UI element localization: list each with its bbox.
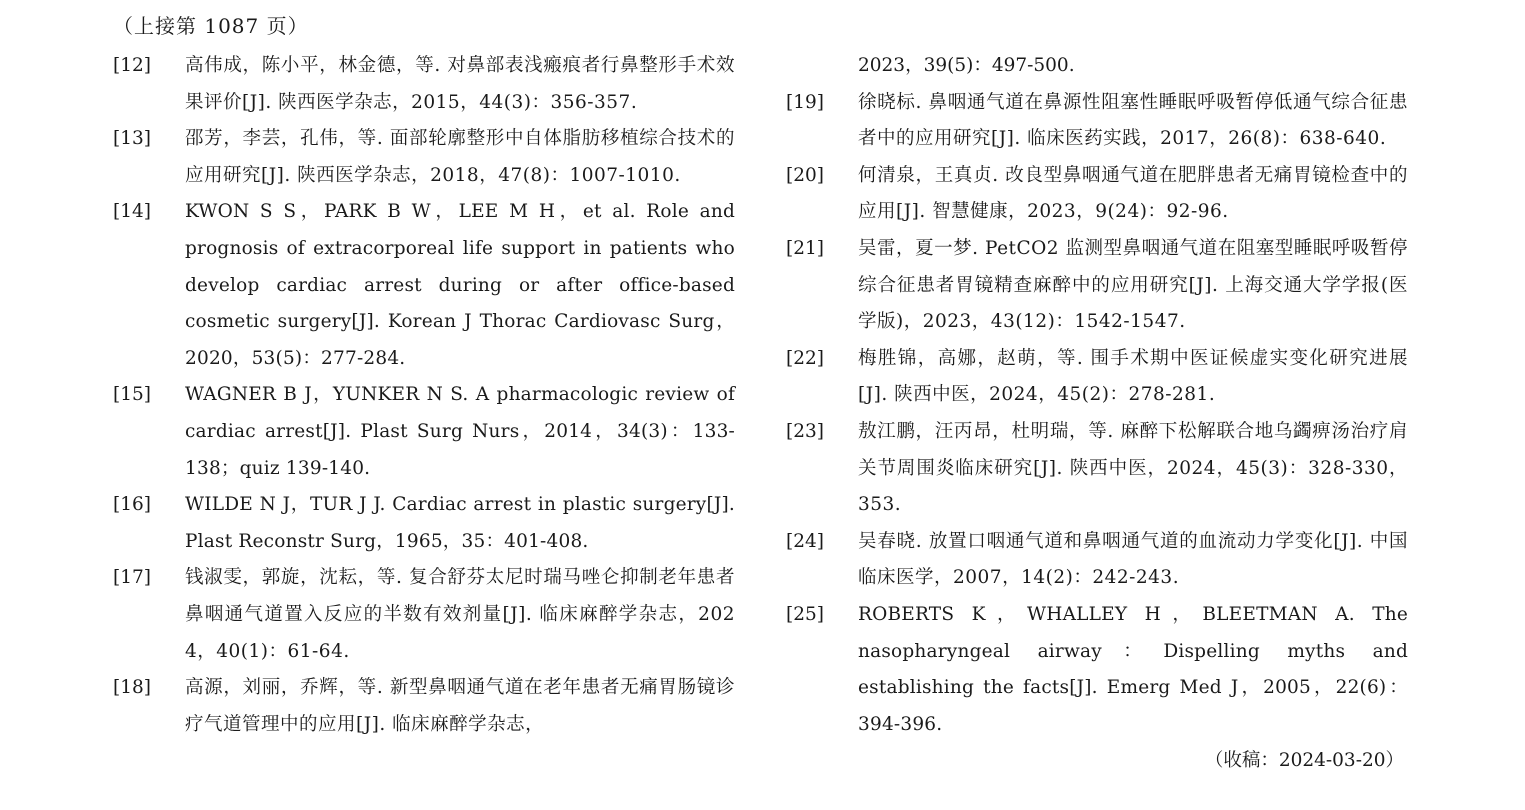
reference-item bbox=[786, 597, 1408, 743]
reference-text: 吴雷，夏一梦. PetCO2 监测型鼻咽通气道在阻塞型睡眠呼吸暂停综合征患者胃镜精查麻醉中的应用研究[J]. 上海交通大学学报(医学版)，2023，43(12)：1542-1547. bbox=[858, 237, 1408, 333]
reference-text: 梅胜锦，高娜，赵萌，等. 围手术期中医证候虚实变化研究进展[J]. 陕西中医，2024，45(2)：278-281. bbox=[858, 347, 1408, 406]
reference-item bbox=[786, 414, 1408, 524]
reference-item bbox=[786, 524, 1408, 597]
reference-number: [21] bbox=[786, 237, 824, 259]
reference-item bbox=[786, 158, 1408, 231]
reference-text: 敖江鹏，汪丙昂，杜明瑞，等. 麻醉下松解联合地乌蠲痹汤治疗肩关节周围炎临床研究[J]. 陕西中医，2024，45(3)：328-330，353. bbox=[858, 420, 1408, 516]
reference-item bbox=[113, 194, 735, 377]
reference-number: [16] bbox=[113, 494, 151, 516]
reference-number: [22] bbox=[786, 347, 824, 369]
received-date-note: （收稿：2024-03-20） bbox=[1204, 750, 1404, 772]
reference-number: [17] bbox=[113, 567, 151, 589]
reference-text: KWON S S，PARK B W，LEE M H，et al. Role and prognosis of extracorporeal life support in patients who develop cardiac arrest during or after office-based cosmetic surgery[J]. Korean J Thorac Cardiovasc Surg，2020，53(5)：277-284. bbox=[185, 201, 735, 369]
reference-item bbox=[113, 670, 735, 743]
reference-text: 吴春晓. 放置口咽通气道和鼻咽通气道的血流动力学变化[J]. 中国临床医学，2007，14(2)：242-243. bbox=[858, 530, 1408, 589]
reference-item bbox=[786, 341, 1408, 414]
reference-text: 高伟成，陈小平，林金德，等. 对鼻部表浅瘢痕者行鼻整形手术效果评价[J]. 陕西医学杂志，2015，44(3)：356-357. bbox=[185, 55, 735, 113]
reference-text: 徐晓标. 鼻咽通气道在鼻源性阻塞性睡眠呼吸暂停低通气综合征患者中的应用研究[J]. 临床医药实践，2017，26(8)：638-640. bbox=[858, 91, 1408, 150]
reference-number: [20] bbox=[786, 164, 824, 186]
reference-text: 钱淑雯，郭旋，沈耘，等. 复合舒芬太尼时瑞马唑仑抑制老年患者鼻咽通气道置入反应的半数有效剂量[J]. 临床麻醉学杂志，2024，40(1)：61-64. bbox=[185, 567, 735, 662]
reference-number: [19] bbox=[786, 91, 824, 113]
reference-text: ROBERTS K，WHALLEY H，BLEETMAN A. The nasopharyngeal airway：Dispelling myths and establishing the facts[J]. Emerg Med J，2005，22(6)：394-396. bbox=[858, 603, 1408, 735]
reference-number: [14] bbox=[113, 201, 151, 223]
continued-from-note: （上接第 1087 页） bbox=[113, 14, 309, 38]
reference-number: [18] bbox=[113, 677, 151, 699]
reference-item bbox=[113, 487, 735, 560]
reference-continuation: 2023，39(5)：497-500. bbox=[858, 55, 1075, 76]
reference-item bbox=[113, 377, 735, 487]
reference-number: [15] bbox=[113, 384, 151, 406]
reference-number: [24] bbox=[786, 530, 824, 552]
reference-text: 邵芳，李芸，孔伟，等. 面部轮廓整形中自体脂肪移植综合技术的应用研究[J]. 陕西医学杂志，2018，47(8)：1007-1010. bbox=[185, 128, 735, 186]
reference-item bbox=[113, 121, 735, 194]
reference-text: WILDE N J，TUR J J. Cardiac arrest in plastic surgery[J]. Plast Reconstr Surg，1965，35：401-408. bbox=[185, 494, 735, 552]
reference-item bbox=[113, 560, 735, 670]
reference-text: WAGNER B J，YUNKER N S. A pharmacologic review of cardiac arrest[J]. Plast Surg Nurs，2014，34(3)：133-138；quiz 139-140. bbox=[185, 384, 735, 479]
reference-item bbox=[113, 48, 735, 121]
left-column bbox=[113, 48, 735, 743]
reference-item bbox=[786, 231, 1408, 341]
reference-item bbox=[786, 85, 1408, 158]
reference-text: 何清泉，王真贞. 改良型鼻咽通气道在肥胖患者无痛胃镜检查中的应用[J]. 智慧健康，2023，9(24)：92-96. bbox=[858, 164, 1408, 223]
right-column bbox=[786, 48, 1408, 780]
reference-number: [13] bbox=[113, 128, 151, 150]
reference-text: 高源，刘丽，乔辉，等. 新型鼻咽通气道在老年患者无痛胃肠镜诊疗气道管理中的应用[J]. 临床麻醉学杂志， bbox=[185, 677, 735, 735]
reference-number: [12] bbox=[113, 55, 151, 76]
reference-number: [23] bbox=[786, 420, 824, 442]
reference-number: [25] bbox=[786, 603, 824, 625]
